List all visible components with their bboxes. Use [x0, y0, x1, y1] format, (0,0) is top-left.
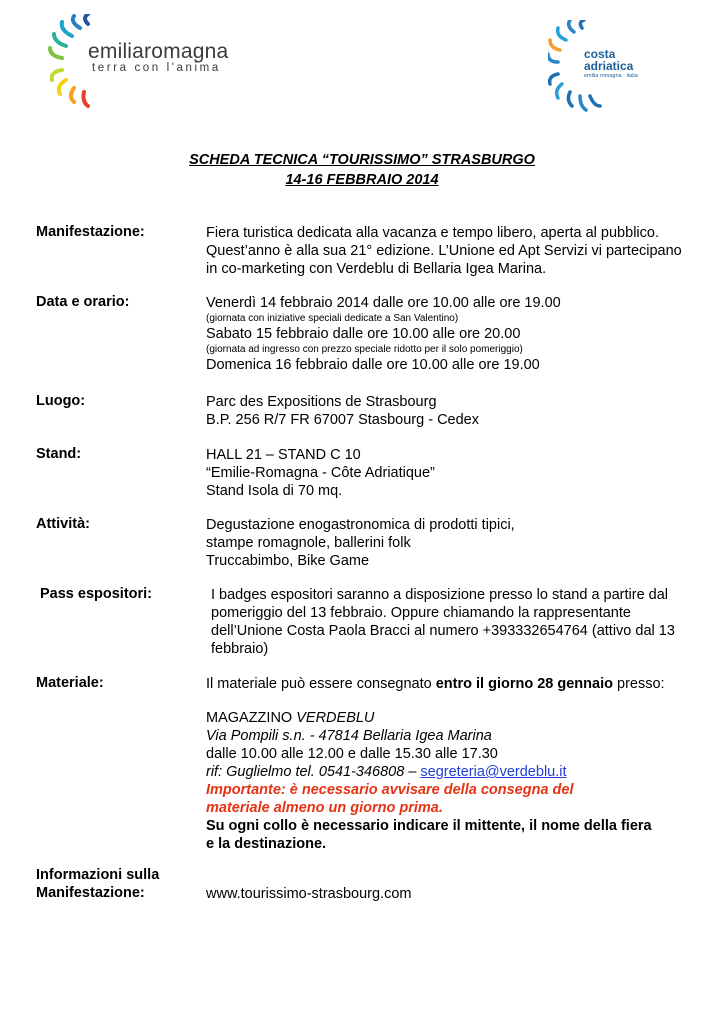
important-note: Importante: è necessario avvisare della consegna del — [206, 782, 574, 798]
label-stand: Stand: — [36, 446, 82, 462]
logo-region-text: emilia romagna · italia — [584, 73, 638, 79]
email-link[interactable]: segreteria@verdeblu.it — [420, 764, 567, 780]
manifestazione-line: Fiera turistica dedicata alla vacanza e tempo libero, aperta al pubblico. — [206, 225, 659, 241]
emiliaromagna-logo — [48, 14, 238, 109]
logo-costa-text: costa — [584, 47, 616, 61]
manifestazione-line: in co-marketing con Verdeblu di Bellaria Igea Marina. — [206, 261, 547, 277]
label-informazioni: Informazioni sulla — [36, 867, 160, 883]
warehouse-contact — [206, 763, 696, 781]
logo-tagline: terra con l'anima — [92, 62, 221, 74]
pass-line: pomeriggio del 13 febbraio. Oppure chiamando la rappresentante — [211, 605, 631, 621]
website-text[interactable]: www.tourissimo-strasbourg.com — [206, 886, 412, 902]
warehouse-brand: VERDEBLU — [296, 710, 375, 726]
pass-line: I badges espositori saranno a disposizione presso lo stand a partire dal — [211, 587, 669, 603]
label-attivita: Attività: — [36, 516, 90, 532]
pass-line: febbraio) — [211, 641, 269, 657]
stand-line: HALL 21 – STAND C 10 — [206, 447, 361, 463]
costa-adriatica-logo — [548, 20, 668, 115]
date-note: (giornata con iniziative speciali dedicate a San Valentino) — [206, 313, 459, 324]
stand-line: “Emilie-Romagna - Côte Adriatique” — [206, 465, 435, 481]
important-note: materiale almeno un giorno prima. — [206, 800, 443, 816]
materiale-intro-end: presso: — [612, 676, 665, 692]
luogo-line: Parc des Expositions de Strasbourg — [206, 394, 437, 410]
package-note: e la destinazione. — [206, 836, 327, 852]
pass-text — [211, 586, 701, 658]
date-note: (giornata ad ingresso con prezzo speciale ridotto per il solo pomeriggio) — [206, 344, 523, 355]
warehouse-name — [206, 709, 696, 727]
materiale-intro — [206, 675, 696, 693]
document-title: SCHEDA TECNICA “TOURISSIMO” STRASBURGO — [189, 152, 535, 168]
attivita-line: Degustazione enogastronomica di prodotti tipici, — [206, 517, 515, 533]
data-orario-text — [206, 294, 696, 374]
label-materiale: Materiale: — [36, 675, 104, 691]
package-note: Su ogni collo è necessario indicare il mittente, il nome della fiera — [206, 818, 652, 834]
luogo-line: B.P. 256 R/7 FR 67007 Stasbourg - Cedex — [206, 412, 479, 428]
deadline-text: entro il giorno 28 gennaio — [435, 676, 613, 692]
warehouse-hours: dalle 10.00 alle 12.00 e dalle 15.30 alle 17.30 — [206, 746, 498, 762]
materiale-intro-text: Il materiale può essere consegnato — [206, 676, 436, 692]
label-data-orario: Data e orario: — [36, 294, 130, 310]
contact-text: rif: Guglielmo tel. 0541-346808 – — [206, 764, 421, 780]
pass-line: dell’Unione Costa Paola Bracci al numero +393332654764 (attivo dal 13 — [211, 623, 675, 639]
document-date-title: 14-16 FEBBRAIO 2014 — [285, 172, 439, 188]
stand-text — [206, 446, 696, 500]
date-line: Venerdì 14 febbraio 2014 dalle ore 10.00 alle ore 19.00 — [206, 295, 561, 311]
logo-adriatica-text: adriatica — [584, 59, 634, 73]
attivita-line: stampe romagnole, ballerini folk — [206, 535, 411, 551]
manifestazione-line: Quest’anno è alla sua 21° edizione. L’Unione ed Apt Servizi vi partecipano — [206, 243, 682, 259]
attivita-text — [206, 516, 696, 570]
warehouse-address: Via Pompili s.n. - 47814 Bellaria Igea Marina — [206, 728, 492, 744]
materiale-details — [206, 709, 696, 853]
date-line: Domenica 16 febbraio dalle ore 10.00 alle ore 19.00 — [206, 357, 540, 373]
luogo-text — [206, 393, 696, 429]
warehouse-prefix: MAGAZZINO — [206, 710, 297, 726]
label-pass-espositori: Pass espositori: — [40, 586, 153, 602]
label-manifestazione-info: Manifestazione: — [36, 885, 145, 901]
attivita-line: Truccabimbo, Bike Game — [206, 553, 370, 569]
label-luogo: Luogo: — [36, 393, 86, 409]
date-line: Sabato 15 febbraio dalle ore 10.00 alle ore 20.00 — [206, 326, 521, 342]
manifestazione-text — [206, 224, 696, 278]
logo-brand-text: emiliaromagna — [88, 40, 229, 63]
stand-line: Stand Isola di 70 mq. — [206, 483, 343, 499]
label-manifestazione: Manifestazione: — [36, 224, 145, 240]
